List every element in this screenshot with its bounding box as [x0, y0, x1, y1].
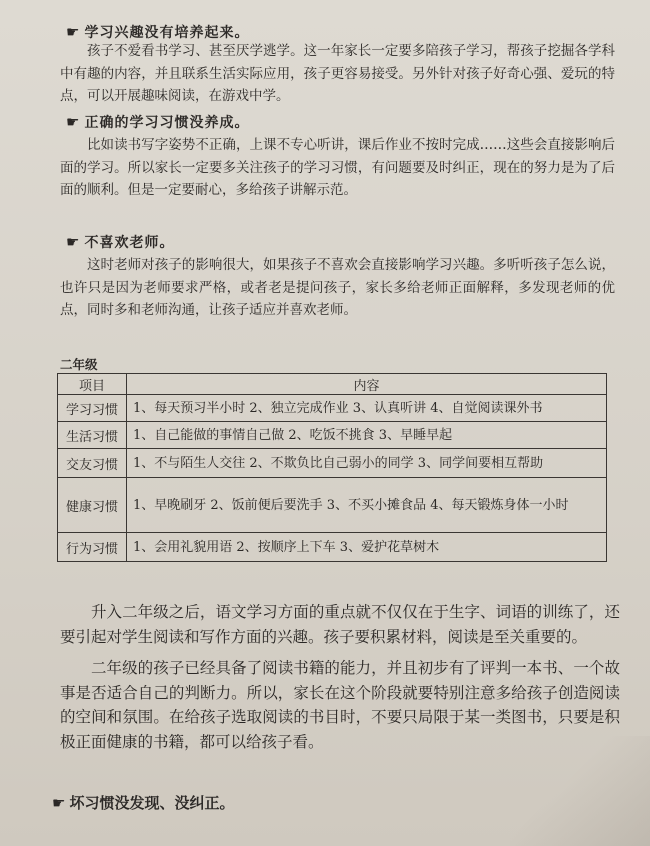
habits-table	[57, 373, 607, 562]
pointing-hand-icon: ☛	[66, 23, 81, 41]
row-category: 交友习惯	[58, 449, 127, 478]
row-category: 学习习惯	[58, 395, 127, 422]
section-heading-interest	[66, 22, 249, 42]
paragraph-grade2-intro: 升入二年级之后，语文学习方面的重点就不仅仅在于生字、词语的训练了，还要引起对学生阅读和写作方面的兴趣。孩子要积累材料，阅读是至关重要的。	[60, 603, 620, 646]
section-heading-bad-habits	[52, 792, 234, 813]
header-category: 项目	[58, 374, 127, 395]
grade-title: 二年级	[60, 357, 98, 372]
table-row	[58, 422, 607, 449]
row-content: 1、不与陌生人交往 2、不欺负比自己弱小的同学 3、同学间要相互帮助	[127, 449, 607, 478]
paragraph-teacher: 这时老师对孩子的影响很大，如果孩子不喜欢会直接影响学习兴趣。多听听孩子怎么说，也许只是因为老师要求严格，或者老是提问孩子，家长多给老师正面解释，多发现老师的优点，同时多和老师沟通，让孩子适应并喜欢老师。	[60, 257, 615, 318]
heading-text: 不喜欢老师。	[84, 235, 175, 251]
page-shadow	[510, 736, 650, 846]
table-row	[58, 533, 607, 562]
header-content: 内容	[127, 374, 607, 395]
section-heading-habits	[66, 112, 249, 132]
table-row	[58, 395, 607, 422]
row-category: 行为习惯	[58, 533, 127, 562]
table-row	[58, 449, 607, 478]
row-content: 1、每天预习半小时 2、独立完成作业 3、认真听讲 4、自觉阅读课外书	[127, 395, 607, 422]
pointing-hand-icon: ☛	[66, 233, 81, 251]
paragraph-grade2-reading: 二年级的孩子已经具备了阅读书籍的能力，并且初步有了评判一本书、一个故事是否适合自己的判断力。所以，家长在这个阶段就要特别注意多给孩子创造阅读的空间和氛围。在给孩子选取阅读的书目时，不要只局限于某一类图书，只要是积极正面健康的书籍，都可以给孩子看。	[60, 659, 620, 751]
heading-text: 正确的学习习惯没养成。	[84, 115, 250, 131]
pointing-hand-icon: ☛	[52, 793, 66, 812]
heading-text: 学习兴趣没有培养起来。	[84, 25, 250, 41]
section-heading-teacher	[66, 232, 174, 252]
row-content: 1、自己能做的事情自己做 2、吃饭不挑食 3、早睡早起	[127, 422, 607, 449]
row-category: 生活习惯	[58, 422, 127, 449]
row-category: 健康习惯	[58, 478, 127, 533]
paragraph-habits: 比如读书写字姿势不正确，上课不专心听讲，课后作业不按时完成……这些会直接影响后面的学习。所以家长一定要多关注孩子的学习习惯，有问题要及时纠正，现在的努力是为了后面的顺利。但是一定要耐心，多给孩子讲解示范。	[60, 137, 615, 198]
row-content: 1、会用礼貌用语 2、按顺序上下车 3、爱护花草树木	[127, 533, 607, 562]
table-header-row	[58, 374, 607, 395]
paragraph-interest: 孩子不爱看书学习、甚至厌学逃学。这一年家长一定要多陪孩子学习，帮孩子挖掘各学科中有趣的内容，并且联系生活实际应用，孩子更容易接受。另外针对孩子好奇心强、爱玩的特点，可以开展趣味阅读，在游戏中学。	[60, 43, 615, 104]
pointing-hand-icon: ☛	[66, 113, 81, 131]
heading-text: 坏习惯没发现、没纠正。	[69, 794, 235, 812]
row-content: 1、早晚刷牙 2、饭前便后要洗手 3、不买小摊食品 4、每天锻炼身体一小时	[127, 478, 607, 533]
table-row	[58, 478, 607, 533]
